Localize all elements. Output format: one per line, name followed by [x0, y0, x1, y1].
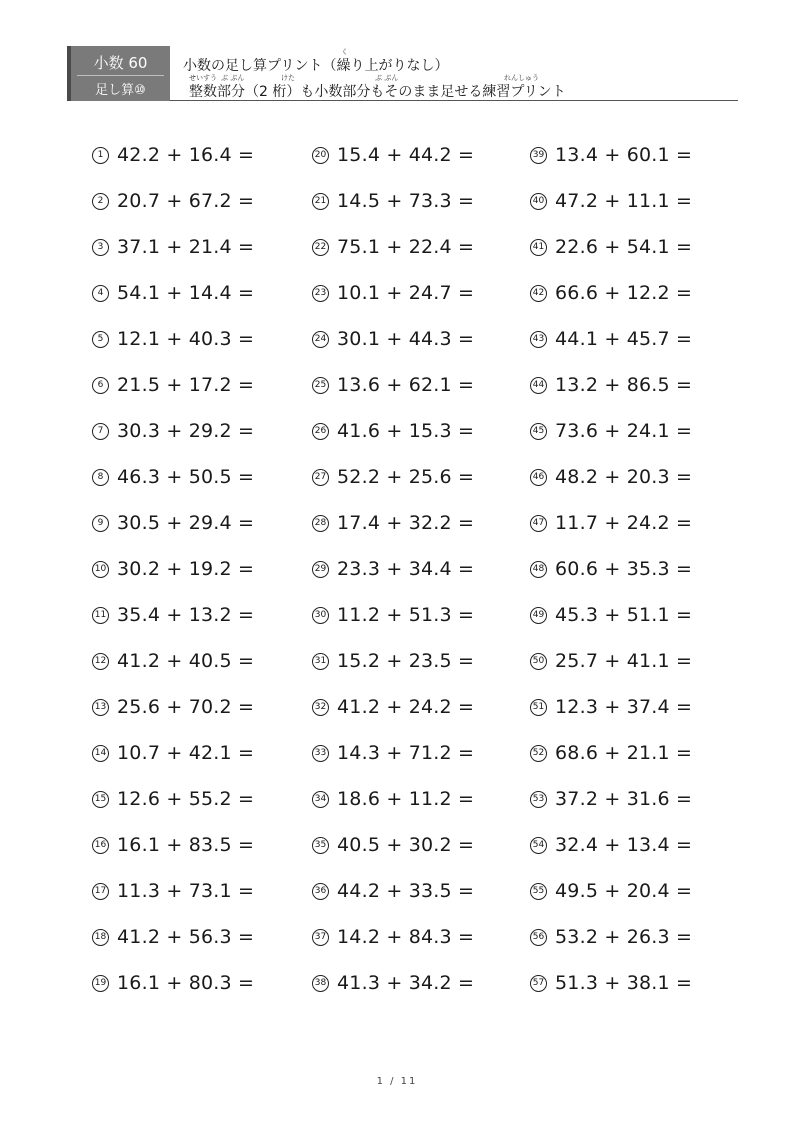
problem-expression: 41.6 + 15.3 = [337, 420, 475, 442]
problem-item [92, 368, 254, 402]
problem-expression: 30.3 + 29.2 = [117, 420, 255, 442]
problem-number: 19 [92, 975, 109, 992]
problem-number: 47 [530, 515, 547, 532]
problem-item [530, 230, 692, 264]
problem-expression: 14.3 + 71.2 = [337, 742, 475, 764]
problem-item [312, 598, 474, 632]
problem-expression: 60.6 + 35.3 = [555, 558, 693, 580]
badge-divider [77, 75, 164, 76]
problem-expression: 12.6 + 55.2 = [117, 788, 255, 810]
problem-item [312, 506, 474, 540]
problem-item [530, 460, 692, 494]
problem-item [92, 230, 254, 264]
problem-expression: 40.5 + 30.2 = [337, 834, 475, 856]
problem-item [312, 644, 474, 678]
problem-item [92, 690, 254, 724]
problem-number: 50 [530, 653, 547, 670]
problem-expression: 30.2 + 19.2 = [117, 558, 255, 580]
problem-number: 8 [92, 469, 109, 486]
problem-expression: 12.3 + 37.4 = [555, 696, 693, 718]
problem-number: 16 [92, 837, 109, 854]
problem-number: 31 [312, 653, 329, 670]
problem-number: 2 [92, 193, 109, 210]
problem-number: 57 [530, 975, 547, 992]
problem-item [92, 598, 254, 632]
problem-item [92, 138, 254, 172]
problem-number: 39 [530, 147, 547, 164]
problem-item [312, 414, 474, 448]
problem-item [92, 506, 254, 540]
problem-item [92, 920, 254, 954]
problem-expression: 25.6 + 70.2 = [117, 696, 255, 718]
problem-number: 42 [530, 285, 547, 302]
problem-expression: 17.4 + 32.2 = [337, 512, 475, 534]
problem-item [312, 874, 474, 908]
ruby-keta: けた [281, 74, 295, 82]
problem-number: 53 [530, 791, 547, 808]
problem-expression: 16.1 + 83.5 = [117, 834, 255, 856]
problem-item [312, 322, 474, 356]
problem-item [530, 644, 692, 678]
problem-expression: 41.2 + 24.2 = [337, 696, 475, 718]
problem-number: 56 [530, 929, 547, 946]
problem-item [92, 874, 254, 908]
problem-number: 51 [530, 699, 547, 716]
problem-number: 34 [312, 791, 329, 808]
problem-item [92, 414, 254, 448]
problem-expression: 52.2 + 25.6 = [337, 466, 475, 488]
problem-item [92, 736, 254, 770]
problem-expression: 13.4 + 60.1 = [555, 144, 693, 166]
problem-item [530, 368, 692, 402]
problem-item [92, 966, 254, 1000]
problem-number: 15 [92, 791, 109, 808]
problem-item [312, 368, 474, 402]
problem-number: 36 [312, 883, 329, 900]
problem-number: 44 [530, 377, 547, 394]
problem-item [530, 184, 692, 218]
problem-number: 24 [312, 331, 329, 348]
problem-number: 26 [312, 423, 329, 440]
problem-expression: 11.7 + 24.2 = [555, 512, 693, 534]
problem-item [530, 690, 692, 724]
problem-expression: 25.7 + 41.1 = [555, 650, 693, 672]
problem-item [312, 138, 474, 172]
problem-expression: 54.1 + 14.4 = [117, 282, 255, 304]
problem-number: 30 [312, 607, 329, 624]
problem-expression: 15.2 + 23.5 = [337, 650, 475, 672]
problem-item [530, 414, 692, 448]
problem-item [530, 598, 692, 632]
problem-number: 35 [312, 837, 329, 854]
problem-expression: 11.3 + 73.1 = [117, 880, 255, 902]
problem-number: 13 [92, 699, 109, 716]
problem-expression: 37.2 + 31.6 = [555, 788, 693, 810]
ruby-renshu: れんしゅう [504, 74, 539, 82]
problem-expression: 41.2 + 56.3 = [117, 926, 255, 948]
problem-expression: 48.2 + 20.3 = [555, 466, 693, 488]
problem-item [312, 920, 474, 954]
title-ruby-ku: く [341, 48, 348, 56]
problem-item [530, 782, 692, 816]
problem-expression: 75.1 + 22.4 = [337, 236, 475, 258]
problem-expression: 35.4 + 13.2 = [117, 604, 255, 626]
problem-item [92, 322, 254, 356]
problem-item [92, 552, 254, 586]
problem-number: 37 [312, 929, 329, 946]
problem-expression: 47.2 + 11.1 = [555, 190, 693, 212]
problem-number: 9 [92, 515, 109, 532]
worksheet-header [67, 46, 738, 101]
problem-expression: 32.4 + 13.4 = [555, 834, 693, 856]
problem-number: 20 [312, 147, 329, 164]
problem-item [312, 966, 474, 1000]
problem-item [312, 552, 474, 586]
problem-number: 54 [530, 837, 547, 854]
problem-item [312, 782, 474, 816]
problem-item [312, 230, 474, 264]
problem-number: 25 [312, 377, 329, 394]
problem-number: 1 [92, 147, 109, 164]
problem-number: 40 [530, 193, 547, 210]
problem-number: 22 [312, 239, 329, 256]
title-area [183, 46, 738, 101]
problem-expression: 21.5 + 17.2 = [117, 374, 255, 396]
problem-item [530, 920, 692, 954]
problem-item [312, 690, 474, 724]
problem-number: 46 [530, 469, 547, 486]
problem-number: 3 [92, 239, 109, 256]
problem-item [530, 874, 692, 908]
problem-number: 14 [92, 745, 109, 762]
problem-expression: 73.6 + 24.1 = [555, 420, 693, 442]
problem-expression: 42.2 + 16.4 = [117, 144, 255, 166]
problem-number: 52 [530, 745, 547, 762]
problem-expression: 46.3 + 50.5 = [117, 466, 255, 488]
problem-number: 12 [92, 653, 109, 670]
problem-number: 43 [530, 331, 547, 348]
ruby-bubun-2: ぶ ぶん [375, 74, 399, 82]
problem-expression: 13.2 + 86.5 = [555, 374, 693, 396]
problem-number: 6 [92, 377, 109, 394]
problem-item [530, 736, 692, 770]
problem-number: 17 [92, 883, 109, 900]
badge-unit-label: 足し算⑩ [95, 83, 146, 98]
problem-number: 27 [312, 469, 329, 486]
problem-number: 4 [92, 285, 109, 302]
problem-expression: 14.5 + 73.3 = [337, 190, 475, 212]
problem-item [312, 276, 474, 310]
problem-expression: 16.1 + 80.3 = [117, 972, 255, 994]
problem-expression: 68.6 + 21.1 = [555, 742, 693, 764]
problem-expression: 12.1 + 40.3 = [117, 328, 255, 350]
problem-item [530, 966, 692, 1000]
problem-number: 48 [530, 561, 547, 578]
problem-number: 49 [530, 607, 547, 624]
problem-expression: 41.2 + 40.5 = [117, 650, 255, 672]
problem-item [92, 276, 254, 310]
problem-item [312, 184, 474, 218]
problem-item [530, 322, 692, 356]
page-number: 1 / 11 [376, 1076, 418, 1087]
problem-expression: 66.6 + 12.2 = [555, 282, 693, 304]
problem-item [530, 276, 692, 310]
problem-item [92, 644, 254, 678]
header-rule [170, 100, 738, 101]
problem-number: 23 [312, 285, 329, 302]
problem-item [312, 736, 474, 770]
ruby-bubun-1: ぶ ぶん [221, 74, 245, 82]
problem-expression: 23.3 + 34.4 = [337, 558, 475, 580]
problem-expression: 44.2 + 33.5 = [337, 880, 475, 902]
problem-number: 55 [530, 883, 547, 900]
problem-item [92, 460, 254, 494]
problem-expression: 13.6 + 62.1 = [337, 374, 475, 396]
problem-item [530, 828, 692, 862]
problem-number: 45 [530, 423, 547, 440]
problem-item [530, 506, 692, 540]
problem-item [530, 138, 692, 172]
problem-expression: 18.6 + 11.2 = [337, 788, 475, 810]
problem-expression: 11.2 + 51.3 = [337, 604, 475, 626]
problem-expression: 53.2 + 26.3 = [555, 926, 693, 948]
problem-expression: 49.5 + 20.4 = [555, 880, 693, 902]
problem-number: 10 [92, 561, 109, 578]
problem-expression: 15.4 + 44.2 = [337, 144, 475, 166]
badge-level-label: 小数 60 [93, 54, 148, 72]
problem-item [530, 552, 692, 586]
problem-expression: 44.1 + 45.7 = [555, 328, 693, 350]
problem-expression: 45.3 + 51.1 = [555, 604, 693, 626]
level-badge [67, 46, 170, 101]
problem-number: 5 [92, 331, 109, 348]
problem-number: 7 [92, 423, 109, 440]
problem-expression: 30.5 + 29.4 = [117, 512, 255, 534]
problem-expression: 41.3 + 34.2 = [337, 972, 475, 994]
problem-number: 18 [92, 929, 109, 946]
problem-expression: 20.7 + 67.2 = [117, 190, 255, 212]
worksheet-subtitle: 整数部分（2 桁）も小数部分もそのまま足せる練習プリント [189, 84, 566, 100]
problem-expression: 10.1 + 24.7 = [337, 282, 475, 304]
problem-expression: 30.1 + 44.3 = [337, 328, 475, 350]
problem-item [92, 828, 254, 862]
problem-expression: 51.3 + 38.1 = [555, 972, 693, 994]
ruby-seisu: せいすう [189, 74, 217, 82]
problem-item [92, 782, 254, 816]
problem-number: 21 [312, 193, 329, 210]
problem-number: 33 [312, 745, 329, 762]
problem-item [312, 828, 474, 862]
problem-number: 32 [312, 699, 329, 716]
problem-expression: 14.2 + 84.3 = [337, 926, 475, 948]
problem-expression: 10.7 + 42.1 = [117, 742, 255, 764]
problem-expression: 37.1 + 21.4 = [117, 236, 255, 258]
problem-number: 29 [312, 561, 329, 578]
problem-item [92, 184, 254, 218]
problem-number: 28 [312, 515, 329, 532]
problem-item [312, 460, 474, 494]
problem-expression: 22.6 + 54.1 = [555, 236, 693, 258]
problem-number: 41 [530, 239, 547, 256]
problem-number: 11 [92, 607, 109, 624]
worksheet-title: 小数の足し算プリント（繰り上がりなし） [183, 58, 449, 74]
problem-number: 38 [312, 975, 329, 992]
